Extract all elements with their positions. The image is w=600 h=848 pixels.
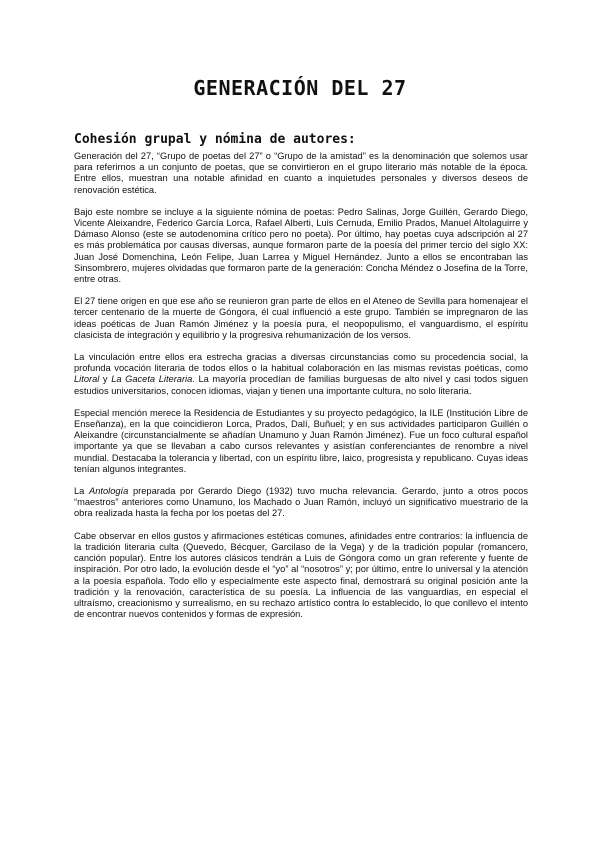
paragraph-2: Bajo este nombre se incluye a la siguiente nómina de poetas: Pedro Salinas, Jorge Guillén, Gerardo Diego, Vicente Aleixandre, Federico García Lorca, Rafael Alberti, Luis Cernuda, Emilio Prados, Manuel Altolaguirre y Dámaso Alonso (este se autodenomina crítico pero no poeta). Por último, hay poetas cuya adscripción al 27 es más problemática por causas diversas, aunque formaron parte de la poesía del primer tercio del siglo XX: Juan José Domenchina, León Felipe, Juan Larrea y Miguel Hernández. Junto a ellos se encontraban las Sinsombrero, mujeres olvidadas que formaron parte de la generación: Concha Méndez o Josefina de la Torre, entre otras. [74, 206, 528, 285]
paragraph-3: El 27 tiene origen en que ese año se reunieron gran parte de ellos en el Ateneo de Sevilla para homenajear el tercer centenario de la muerte de Góngora, él cual influenció a este grupo. También se impregnaron de las ideas poéticas de Juan Ramón Jiménez y la poesía pura, el neopopulismo, el vanguardismo, el espíritu clasicista de integración y equilibrio y la progresiva rehumanización de los versos. [74, 296, 528, 340]
paragraph-6-text-b: preparada por Gerardo Diego (1932) tuvo mucha relevancia. Gerardo, junto a otros pocos “maestros” anteriores como Unamuno, los Machado o Juan Ramón, incluyó un significativo muestrario de la obra realizada hasta la fecha por los poetas del 27. [74, 486, 528, 519]
page-title: GENERACIÓN DEL 27 [193, 76, 407, 100]
paragraph-4-text-a: La vinculación entre ellos era estrecha gracias a diversas circunstancias como su procedencia social, la profunda vocación literaria de todos ellos o la habitual colaboración en las mismas revistas poéticas, como [74, 352, 528, 374]
paragraph-6-text-a: La [74, 486, 90, 497]
section-heading: Cohesión grupal y nómina de autores: [74, 132, 356, 147]
book-title-antologia: Antología [89, 486, 129, 497]
paragraph-1: Generación del 27, “Grupo de poetas del 27” o “Grupo de la amistad” es la denominación que solemos usar para referirnos a un conjunto de poetas, que se convirtieron en el grupo literario más notable de la época. Entre ellos, muestran una notable afinidad en cuanto a inquietudes personales y diversos deseos de renovación estética. [74, 151, 528, 195]
paragraph-4-text-b: y [99, 374, 112, 385]
journal-title-litoral: Litoral [74, 374, 100, 385]
paragraph-4 [74, 352, 528, 397]
body-text [74, 151, 528, 631]
paragraph-5: Especial mención merece la Residencia de Estudiantes y su proyecto pedagógico, la ILE (Institución Libre de Enseñanza), en la que coincidieron Lorca, Prados, Dalí, Buñuel; y en sus actividades participaron Guillén o Aleixandre (circunstancialmente se añadían Unamuno y Juan Ramón Jiménez). Fue un foco cultural español importante ya que se llevaban a cabo cursos relevantes y asistían conferenciantes de renombre a nivel mundial. Destacaba la tolerancia y libertad, con un espíritu libre, laico, progresista y republicano. Cuyas ideas tenían algunos integrantes. [74, 407, 528, 474]
paragraph-4-text-c: . La mayoría procedían de familias burguesas de alto nivel y casi todos siguen estudios universitarios, conocen idiomas, viajan y tienen una importante cultura, no solo literaria. [74, 374, 528, 396]
journal-title-gaceta: La Gaceta Literaria [111, 374, 193, 385]
paragraph-6 [74, 486, 528, 520]
paragraph-7: Cabe observar en ellos gustos y afirmaciones estéticas comunes, afinidades entre contrarios: la influencia de la tradición literaria culta (Quevedo, Bécquer, Garcilaso de la Vega) y de la tradición popular (romancero, canción popular). Entre los autores clásicos tendrán a Luis de Góngora como un gran referente y fuente de inspiración. Por otro lado, la evolución desde el “yo” al “nosotros” y; por último, entre lo universal y la atención a la poesía española. Todo ello y especialmente este aspecto final, demostrará su original posición ante la tradición y la renovación, característica de su poesía. La influencia de las vanguardias, en especial el ultraísmo, creacionismo y surrealismo, en su rechazo artístico contra lo establecido, lo que conllevo el intento de encontrar nuevos contenidos y formas de expresión. [74, 530, 528, 620]
